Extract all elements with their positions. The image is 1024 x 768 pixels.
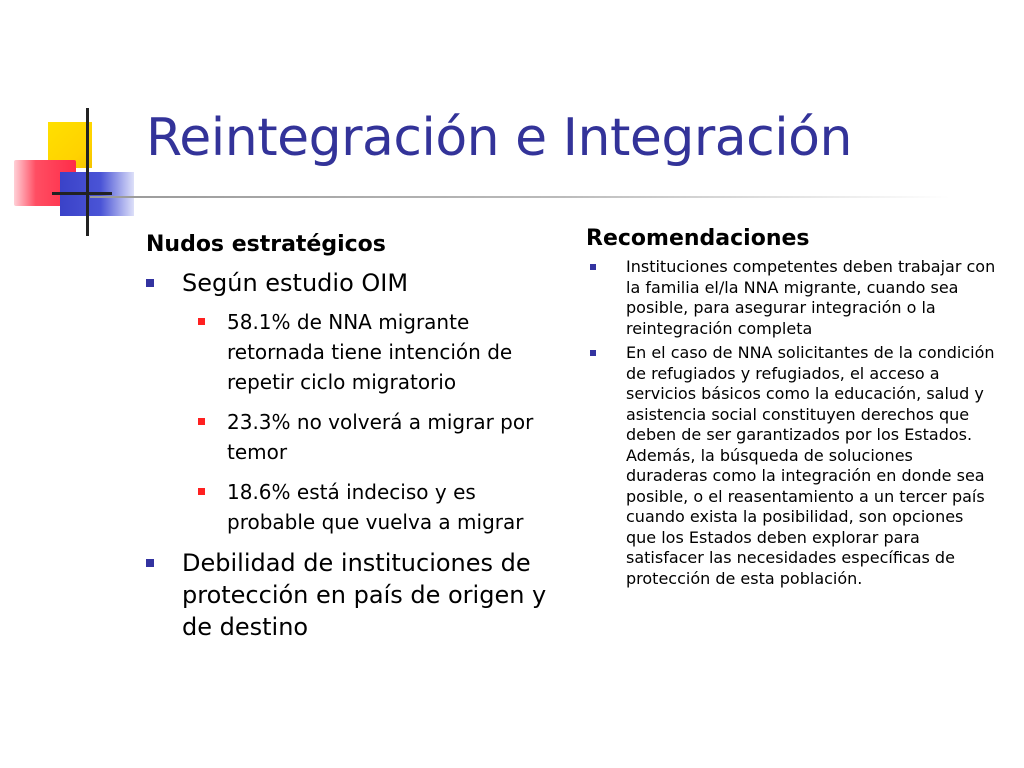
square-bullet-icon [146, 559, 154, 567]
sublist-item-text: 58.1% de NNA migrante retornada tiene intención de repetir ciclo migratorio [227, 310, 513, 394]
list-item-text: Instituciones competentes deben trabajar con la familia el/la NNA migrante, cuando sea posible, para asegurar integración o la reintegración completa [626, 257, 996, 338]
square-bullet-icon [590, 350, 596, 356]
sublist-item [146, 477, 566, 537]
right-heading: Recomendaciones [586, 226, 810, 251]
square-bullet-icon [146, 279, 154, 287]
red-square-bullet-icon [198, 488, 205, 495]
list-item-text: Debilidad de instituciones de protección en país de origen y de destino [182, 549, 547, 641]
left-heading: Nudos estratégicos [146, 232, 386, 257]
sublist-item [146, 407, 566, 467]
list-item [146, 267, 566, 299]
slide-title: Reintegración e Integración [146, 108, 852, 168]
left-column [146, 232, 566, 651]
list-item [146, 547, 566, 643]
sublist [146, 307, 566, 537]
decorative-logo [0, 100, 140, 240]
red-square-bullet-icon [198, 318, 205, 325]
sublist-item-text: 23.3% no volverá a migrar por temor [227, 410, 534, 464]
list-item [586, 343, 996, 589]
red-square-bullet-icon [198, 418, 205, 425]
list-item-text: En el caso de NNA solicitantes de la condición de refugiados y refugiados, el acceso a servicios básicos como la educación, salud y asistencia social constituyen derechos que deben de ser garantizados por los Estados. Además, la búsqueda de soluciones duraderas como la integración en donde sea posible, o el reasentamiento a un tercer país cuando exista la posibilidad, son opciones que los Estados deben explorar para satisfacer las necesidades específicas de protección de esta población. [626, 343, 995, 588]
right-column [586, 226, 996, 593]
square-bullet-icon [590, 264, 596, 270]
logo-vertical-line [86, 108, 89, 236]
list-item-text: Según estudio OIM [182, 269, 409, 297]
sublist-item [146, 307, 566, 397]
logo-horizontal-line [52, 192, 112, 195]
title-underline [90, 196, 950, 198]
list-item [586, 257, 996, 339]
sublist-item-text: 18.6% está indeciso y es probable que vuelva a migrar [227, 480, 524, 534]
